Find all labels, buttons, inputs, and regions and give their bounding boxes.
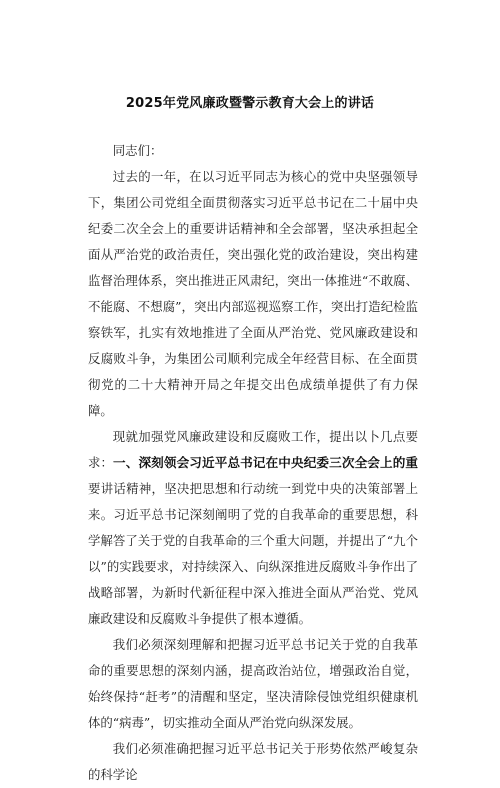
document-body: [88, 138, 418, 788]
section-heading-1: 一、深刻领会习近平总书记在中央纪委三次全会上的重: [113, 455, 419, 470]
document-title: 2025年党风廉政暨警示教育大会上的讲话: [125, 96, 375, 111]
paragraph-requirements: [88, 424, 418, 632]
requirements-lead: 现就加强党风廉政建设和反腐败工作，提出以卜几点要求：: [88, 429, 418, 470]
paragraph-situation: 我们必须准确把握习近平总书记关于形势依然严峻复杂的科学论: [88, 741, 418, 782]
paragraph-review: 过去的一年，在以习近平同志为核心的党中央坚强领导下，集团公司党组全面贯彻落实习近平总书记在二十届中央纪委二次全会上的重要讲话精神和全会部署，坚决承担起全面从严治党的政治责任，突出强化党的政治建设，突出构建监督治理体系，突出推进正风肃纪，突出一体推进“不敢腐、不能腐、不想腐”，突出内部巡视巡察工作，突出打造纪检监察铁军，扎实有效地推进了全面从严治党、党风廉政建设和反腐败斗争，为集团公司顺利完成全年经营目标、在全面贯彻党的二十大精神开局之年提交出色成绩单提供了有力保障。: [88, 169, 418, 418]
paragraph-understanding: 我们必须深刻理解和把握习近平总书记关于党的自我革命的重要思想的深刻内涵，提高政治站位，增强政治自觉，始终保持“赶考”的清醒和坚定，坚决清除侵蚀党组织健康机体的“病毒”，切实推动全面从严治党向纵深发展。: [88, 637, 418, 730]
greeting: 同志们：: [112, 143, 163, 158]
requirements-body: 要讲话精神，坚决把思想和行动统一到党中央的决策部署上来。习近平总书记深刻阐明了党的自我革命的重要思想，科学解答了关于党的自我革命的三个重大问题，并提出了“九个以”的实践要求，对持续深入、向纵深推进反腐败斗争作出了战略部署，为新时代新征程中深入推进全面从严治党、党风廉政建设和反腐败斗争提供了根本遵循。: [88, 481, 418, 626]
